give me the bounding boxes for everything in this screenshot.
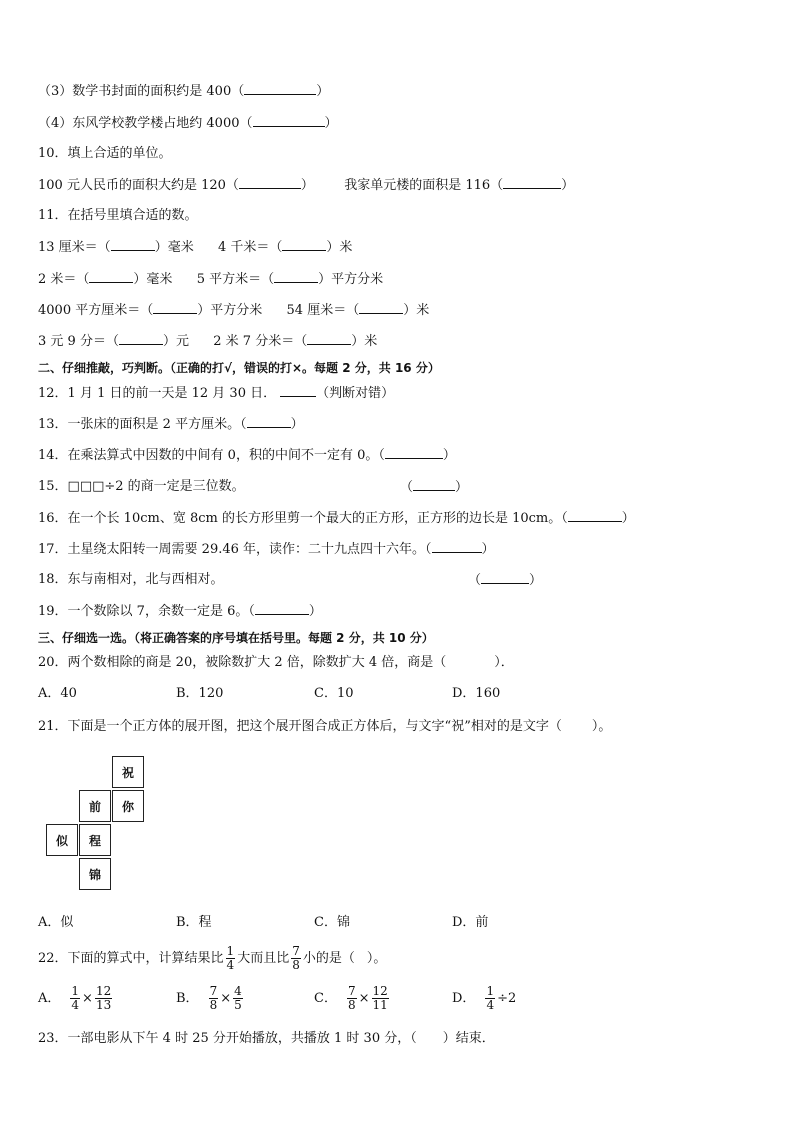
answer-blank[interactable] <box>89 270 133 283</box>
net-cell-zhu: 祝 <box>112 756 144 788</box>
answer-blank[interactable] <box>481 571 529 584</box>
q21-option-c[interactable]: C．锦 <box>314 915 350 930</box>
q22-option-c[interactable]: C． $\frac{7}{8}$ × $\frac{12}{11}$ <box>314 984 388 1012</box>
q22-option-d[interactable]: D． $\frac{1}{4}$ ÷2 <box>452 984 517 1012</box>
q9-4: （4）东风学校教学楼占地约 4000（ ） <box>38 116 338 131</box>
q18: 18．东与南相对，北与西相对。 <box>38 572 224 587</box>
q15: 15．□□□÷2 的商一定是三位数。 <box>38 479 245 494</box>
q21-option-d[interactable]: D．前 <box>452 915 489 930</box>
q20: 20．两个数相除的商是 20，被除数扩大 2 倍，除数扩大 4 倍，商是（ ）． <box>38 655 514 670</box>
q20-option-b[interactable]: B．120 <box>176 686 224 701</box>
q23: 23．一部电影从下午 4 时 25 分开始播放，共播放 1 时 30 分，（ ）结束． <box>38 1031 495 1046</box>
answer-blank[interactable] <box>432 540 482 553</box>
fraction: $\frac{7}{8}$ <box>292 944 300 972</box>
answer-blank[interactable] <box>568 509 622 522</box>
q9-3: （3）数学书封面的面积约是 400（ ） <box>38 84 330 99</box>
q20-option-a[interactable]: A．40 <box>38 686 77 701</box>
q22-option-b[interactable]: B． $\frac{7}{8}$ × $\frac{4}{5}$ <box>176 984 242 1012</box>
q13: 13．一张床的面积是 2 平方厘米。（ ） <box>38 417 304 432</box>
answer-blank[interactable] <box>239 176 301 189</box>
answer-blank[interactable] <box>385 446 443 459</box>
q21-option-b[interactable]: B．程 <box>176 915 212 930</box>
answer-blank[interactable] <box>111 238 155 251</box>
net-cell-jin: 锦 <box>79 858 111 890</box>
cube-net-figure <box>46 756 146 896</box>
q11-row4: 3 元 9 分＝（ ）元 2 米 7 分米＝（ ）米 <box>38 334 378 349</box>
q19: 19．一个数除以 7，余数一定是 6。（ ） <box>38 604 322 619</box>
q10-items: 100 元人民币的面积大约是 120（ ） 我家单元楼的面积是 116（ ） <box>38 178 575 193</box>
fraction: $\frac{1}{4}$ <box>226 944 235 972</box>
answer-blank[interactable] <box>255 602 309 615</box>
answer-blank[interactable] <box>307 332 351 345</box>
q20-option-d[interactable]: D．160 <box>452 686 501 701</box>
answer-blank[interactable] <box>153 301 197 314</box>
answer-blank[interactable] <box>253 114 325 127</box>
q20-option-c[interactable]: C．10 <box>314 686 354 701</box>
q15-answer: （ ） <box>400 480 469 495</box>
q17: 17．土星绕太阳转一周需要 29.46 年，读作：二十九点四十六年。（ ） <box>38 542 495 557</box>
answer-blank[interactable] <box>280 384 316 397</box>
answer-blank[interactable] <box>274 270 318 283</box>
answer-blank[interactable] <box>119 332 163 345</box>
q21-option-a[interactable]: A．似 <box>38 915 74 930</box>
q18-answer: （ ） <box>468 573 543 588</box>
section-2-heading: 二、仔细推敲，巧判断。（正确的打√，错误的打×。每题 2 分，共 16 分） <box>38 361 440 375</box>
q21: 21．下面是一个正方体的展开图，把这个展开图合成正方体后，与文字“祝”相对的是文字（ ）。 <box>38 719 612 734</box>
answer-blank[interactable] <box>282 238 326 251</box>
q11-row1: 13 厘米＝（ ）毫米 4 千米＝（ ）米 <box>38 240 353 255</box>
answer-blank[interactable] <box>244 82 316 95</box>
net-cell-ni: 你 <box>112 790 144 822</box>
q12: 12．1 月 1 日的前一天是 12 月 30 日． （判断对错） <box>38 386 395 401</box>
section-3-heading: 三、仔细选一选。（将正确答案的序号填在括号里。每题 2 分，共 10 分） <box>38 631 434 645</box>
answer-blank[interactable] <box>359 301 403 314</box>
net-cell-qian: 前 <box>79 790 111 822</box>
q22-option-a[interactable]: A． $\frac{1}{4}$ × $\frac{12}{13}$ <box>38 984 112 1012</box>
q11-title: 11．在括号里填合适的数。 <box>38 208 198 223</box>
q22: 22．下面的算式中，计算结果比 $\frac{1}{4}$ 大而且比 $\frac{7}{8}$ 小的是（ ）。 <box>38 944 387 972</box>
q10-title: 10．填上合适的单位。 <box>38 146 172 161</box>
answer-blank[interactable] <box>503 176 561 189</box>
net-cell-si: 似 <box>46 824 78 856</box>
q16: 16．在一个长 10cm、宽 8cm 的长方形里剪一个最大的正方形，正方形的边长是 10cm。（ ） <box>38 511 635 526</box>
answer-blank[interactable] <box>413 478 455 491</box>
net-cell-cheng: 程 <box>79 824 111 856</box>
q14: 14．在乘法算式中因数的中间有 0，积的中间不一定有 0。（ ） <box>38 448 456 463</box>
q11-row2: 2 米＝（ ）毫米 5 平方米＝（ ）平方分米 <box>38 272 384 287</box>
q11-row3: 4000 平方厘米＝（ ）平方分米 54 厘米＝（ ）米 <box>38 303 430 318</box>
answer-blank[interactable] <box>247 415 291 428</box>
